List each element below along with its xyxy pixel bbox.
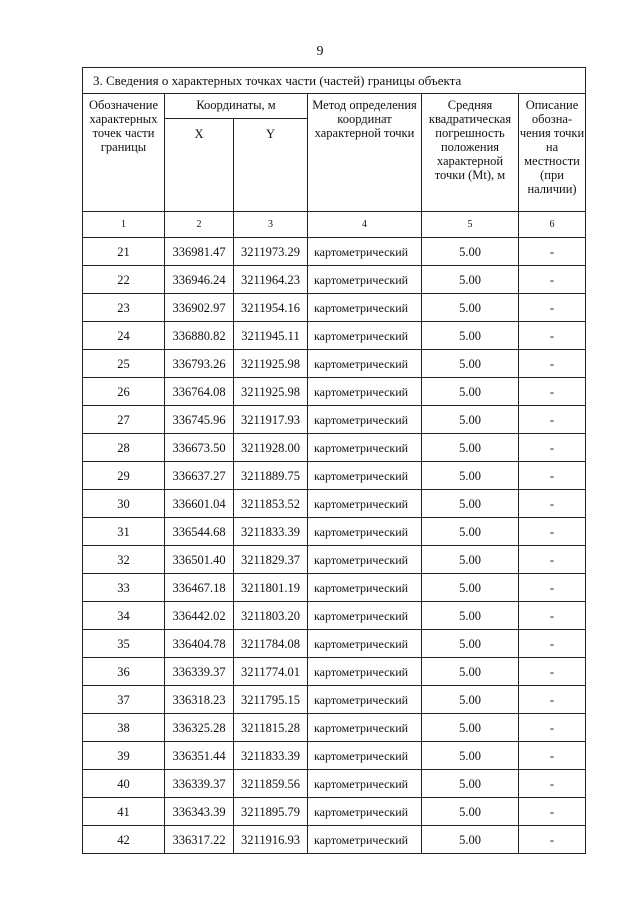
y-coordinate-cell: 3211795.15	[234, 686, 308, 714]
header-x: X	[165, 119, 234, 212]
y-coordinate-cell: 3211801.19	[234, 574, 308, 602]
error-cell: 5.00	[422, 294, 519, 322]
y-coordinate-cell: 3211895.79	[234, 798, 308, 826]
x-coordinate-cell: 336339.37	[165, 658, 234, 686]
point-cell: 35	[83, 630, 165, 658]
x-coordinate-cell: 336343.39	[165, 798, 234, 826]
point-cell: 27	[83, 406, 165, 434]
error-cell: 5.00	[422, 546, 519, 574]
method-cell: картометрический	[308, 546, 422, 574]
header-y: Y	[234, 119, 308, 212]
table-body	[83, 238, 586, 854]
description-cell: -	[519, 798, 586, 826]
column-number: 4	[308, 212, 422, 238]
method-cell: картометрический	[308, 658, 422, 686]
table-row	[83, 406, 586, 434]
description-cell: -	[519, 686, 586, 714]
description-cell: -	[519, 462, 586, 490]
method-cell: картометрический	[308, 490, 422, 518]
table-row	[83, 378, 586, 406]
description-cell: -	[519, 294, 586, 322]
x-coordinate-cell: 336467.18	[165, 574, 234, 602]
description-cell: -	[519, 714, 586, 742]
table-row	[83, 266, 586, 294]
table-row	[83, 574, 586, 602]
y-coordinate-cell: 3211833.39	[234, 742, 308, 770]
header-description: Описание обозна-чения точки на местности (при наличии)	[519, 94, 586, 212]
description-cell: -	[519, 350, 586, 378]
table-row	[83, 322, 586, 350]
table-row	[83, 602, 586, 630]
method-cell: картометрический	[308, 686, 422, 714]
error-cell: 5.00	[422, 602, 519, 630]
method-cell: картометрический	[308, 462, 422, 490]
error-cell: 5.00	[422, 266, 519, 294]
description-cell: -	[519, 518, 586, 546]
column-number: 1	[83, 212, 165, 238]
error-cell: 5.00	[422, 406, 519, 434]
point-cell: 34	[83, 602, 165, 630]
x-coordinate-cell: 336673.50	[165, 434, 234, 462]
method-cell: картометрический	[308, 518, 422, 546]
table-row	[83, 630, 586, 658]
error-cell: 5.00	[422, 714, 519, 742]
table-row	[83, 798, 586, 826]
error-cell: 5.00	[422, 574, 519, 602]
method-cell: картометрический	[308, 714, 422, 742]
table-row	[83, 742, 586, 770]
point-cell: 22	[83, 266, 165, 294]
column-numbers-row	[83, 212, 586, 238]
header-designation: Обозначение характерных точек части границы	[83, 94, 165, 212]
description-cell: -	[519, 322, 586, 350]
method-cell: картометрический	[308, 602, 422, 630]
method-cell: картометрический	[308, 294, 422, 322]
boundary-points-table	[82, 67, 586, 854]
x-coordinate-cell: 336764.08	[165, 378, 234, 406]
error-cell: 5.00	[422, 322, 519, 350]
x-coordinate-cell: 336351.44	[165, 742, 234, 770]
point-cell: 21	[83, 238, 165, 266]
x-coordinate-cell: 336404.78	[165, 630, 234, 658]
y-coordinate-cell: 3211954.16	[234, 294, 308, 322]
point-cell: 39	[83, 742, 165, 770]
error-cell: 5.00	[422, 798, 519, 826]
point-cell: 41	[83, 798, 165, 826]
point-cell: 28	[83, 434, 165, 462]
description-cell: -	[519, 574, 586, 602]
column-number: 3	[234, 212, 308, 238]
column-number: 5	[422, 212, 519, 238]
y-coordinate-cell: 3211973.29	[234, 238, 308, 266]
y-coordinate-cell: 3211853.52	[234, 490, 308, 518]
method-cell: картометрический	[308, 322, 422, 350]
y-coordinate-cell: 3211925.98	[234, 350, 308, 378]
table-row	[83, 770, 586, 798]
y-coordinate-cell: 3211916.93	[234, 826, 308, 854]
description-cell: -	[519, 826, 586, 854]
x-coordinate-cell: 336317.22	[165, 826, 234, 854]
x-coordinate-cell: 336544.68	[165, 518, 234, 546]
table-row	[83, 294, 586, 322]
table-row	[83, 658, 586, 686]
header-error: Средняя квадратическая погрешность положения характерной точки (Mt), м	[422, 94, 519, 212]
x-coordinate-cell: 336637.27	[165, 462, 234, 490]
y-coordinate-cell: 3211829.37	[234, 546, 308, 574]
table-row	[83, 518, 586, 546]
error-cell: 5.00	[422, 826, 519, 854]
description-cell: -	[519, 658, 586, 686]
header-coordinates: Координаты, м	[165, 94, 308, 119]
description-cell: -	[519, 266, 586, 294]
method-cell: картометрический	[308, 770, 422, 798]
column-number: 6	[519, 212, 586, 238]
table-row	[83, 826, 586, 854]
error-cell: 5.00	[422, 350, 519, 378]
error-cell: 5.00	[422, 378, 519, 406]
y-coordinate-cell: 3211945.11	[234, 322, 308, 350]
error-cell: 5.00	[422, 658, 519, 686]
x-coordinate-cell: 336745.96	[165, 406, 234, 434]
x-coordinate-cell: 336601.04	[165, 490, 234, 518]
point-cell: 26	[83, 378, 165, 406]
x-coordinate-cell: 336442.02	[165, 602, 234, 630]
description-cell: -	[519, 602, 586, 630]
description-cell: -	[519, 238, 586, 266]
x-coordinate-cell: 336946.24	[165, 266, 234, 294]
description-cell: -	[519, 434, 586, 462]
x-coordinate-cell: 336325.28	[165, 714, 234, 742]
table-row	[83, 546, 586, 574]
point-cell: 25	[83, 350, 165, 378]
header-method: Метод определения координат характерной точки	[308, 94, 422, 212]
x-coordinate-cell: 336318.23	[165, 686, 234, 714]
description-cell: -	[519, 742, 586, 770]
point-cell: 29	[83, 462, 165, 490]
description-cell: -	[519, 490, 586, 518]
method-cell: картометрический	[308, 238, 422, 266]
error-cell: 5.00	[422, 238, 519, 266]
x-coordinate-cell: 336339.37	[165, 770, 234, 798]
table-row	[83, 238, 586, 266]
method-cell: картометрический	[308, 406, 422, 434]
y-coordinate-cell: 3211815.28	[234, 714, 308, 742]
method-cell: картометрический	[308, 798, 422, 826]
method-cell: картометрический	[308, 574, 422, 602]
description-cell: -	[519, 546, 586, 574]
y-coordinate-cell: 3211784.08	[234, 630, 308, 658]
point-cell: 38	[83, 714, 165, 742]
method-cell: картометрический	[308, 266, 422, 294]
table-row	[83, 434, 586, 462]
y-coordinate-cell: 3211774.01	[234, 658, 308, 686]
table-row	[83, 490, 586, 518]
error-cell: 5.00	[422, 518, 519, 546]
description-cell: -	[519, 630, 586, 658]
error-cell: 5.00	[422, 630, 519, 658]
description-cell: -	[519, 378, 586, 406]
point-cell: 37	[83, 686, 165, 714]
table-row	[83, 714, 586, 742]
point-cell: 33	[83, 574, 165, 602]
error-cell: 5.00	[422, 434, 519, 462]
section-title: 3. Сведения о характерных точках части (частей) границы объекта	[83, 68, 586, 94]
method-cell: картометрический	[308, 378, 422, 406]
table-row	[83, 686, 586, 714]
x-coordinate-cell: 336902.97	[165, 294, 234, 322]
y-coordinate-cell: 3211859.56	[234, 770, 308, 798]
point-cell: 42	[83, 826, 165, 854]
x-coordinate-cell: 336793.26	[165, 350, 234, 378]
y-coordinate-cell: 3211917.93	[234, 406, 308, 434]
error-cell: 5.00	[422, 742, 519, 770]
y-coordinate-cell: 3211803.20	[234, 602, 308, 630]
y-coordinate-cell: 3211925.98	[234, 378, 308, 406]
point-cell: 32	[83, 546, 165, 574]
y-coordinate-cell: 3211833.39	[234, 518, 308, 546]
y-coordinate-cell: 3211964.23	[234, 266, 308, 294]
table-row	[83, 350, 586, 378]
error-cell: 5.00	[422, 490, 519, 518]
x-coordinate-cell: 336880.82	[165, 322, 234, 350]
point-cell: 24	[83, 322, 165, 350]
method-cell: картометрический	[308, 826, 422, 854]
point-cell: 23	[83, 294, 165, 322]
column-number: 2	[165, 212, 234, 238]
table-row	[83, 462, 586, 490]
y-coordinate-cell: 3211928.00	[234, 434, 308, 462]
point-cell: 30	[83, 490, 165, 518]
method-cell: картометрический	[308, 350, 422, 378]
method-cell: картометрический	[308, 630, 422, 658]
point-cell: 40	[83, 770, 165, 798]
x-coordinate-cell: 336501.40	[165, 546, 234, 574]
error-cell: 5.00	[422, 770, 519, 798]
description-cell: -	[519, 770, 586, 798]
method-cell: картометрический	[308, 742, 422, 770]
description-cell: -	[519, 406, 586, 434]
error-cell: 5.00	[422, 462, 519, 490]
method-cell: картометрический	[308, 434, 422, 462]
point-cell: 31	[83, 518, 165, 546]
page-number: 9	[316, 44, 324, 59]
y-coordinate-cell: 3211889.75	[234, 462, 308, 490]
x-coordinate-cell: 336981.47	[165, 238, 234, 266]
error-cell: 5.00	[422, 686, 519, 714]
point-cell: 36	[83, 658, 165, 686]
